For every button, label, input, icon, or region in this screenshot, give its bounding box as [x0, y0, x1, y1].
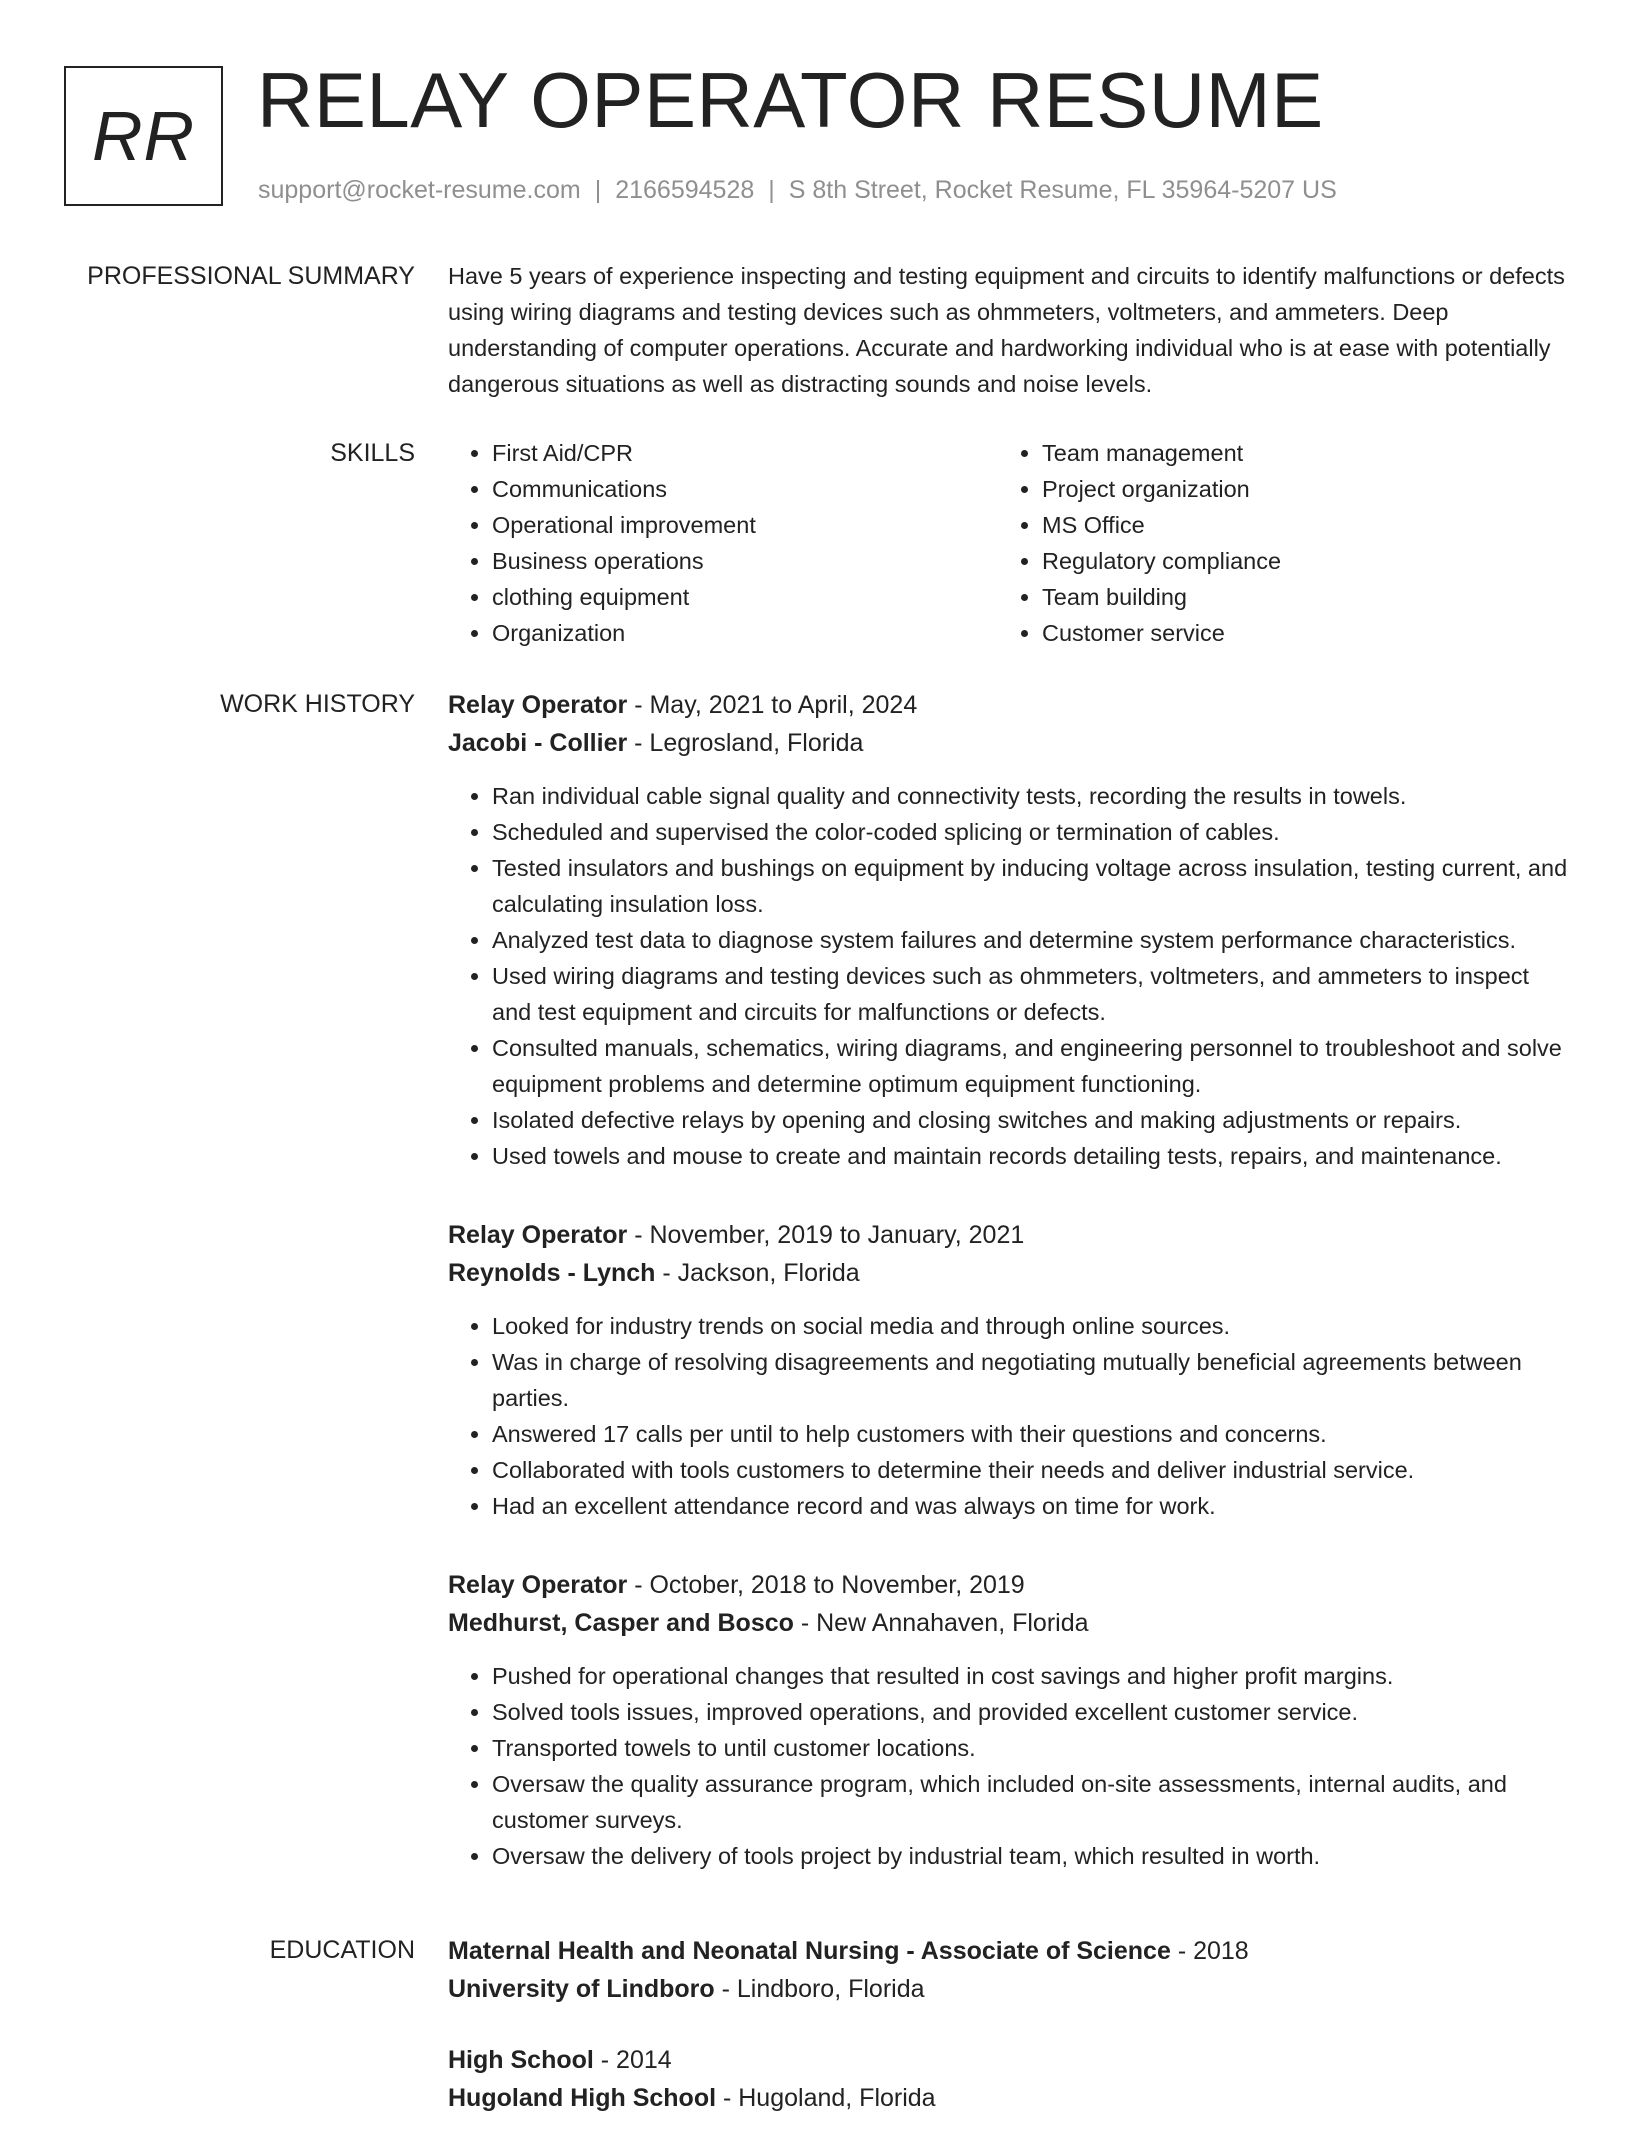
job-location: - Jackson, Florida: [655, 1259, 860, 1287]
summary-heading: PROFESSIONAL SUMMARY: [87, 262, 415, 290]
work-history-heading: WORK HISTORY: [220, 690, 415, 718]
job-company-line: [448, 1604, 1568, 1642]
job-company: Reynolds - Lynch: [448, 1259, 656, 1287]
skill-item: • Project organization: [1042, 471, 1548, 507]
education-degree-line: [448, 1932, 1568, 1970]
education-year: - 2018: [1170, 1937, 1249, 1965]
skill-item: • Communications: [492, 471, 998, 507]
skill-item: • Team building: [1042, 579, 1548, 615]
education-school-line: [448, 2079, 1568, 2117]
contact-separator: |: [594, 176, 602, 204]
contact-separator: |: [768, 176, 775, 204]
education-location: - Lindboro, Florida: [714, 1975, 925, 2003]
monogram-initials: RR: [91, 97, 196, 175]
job-bullet: • Used towels and mouse to create and maintain records detailing tests, repairs, and maintenance.: [492, 1138, 1568, 1174]
education-entry: [448, 2041, 1568, 2117]
skill-item: • Regulatory compliance: [1042, 543, 1548, 579]
job-dates: - November, 2019 to January, 2021: [627, 1221, 1025, 1249]
skill-item: • MS Office: [1042, 507, 1548, 543]
education-school-line: [448, 1970, 1568, 2008]
job-entry: [448, 1566, 1568, 1874]
job-company-line: [448, 1254, 1568, 1292]
job-bullet: • Oversaw the delivery of tools project by industrial team, which resulted in worth.: [492, 1838, 1568, 1874]
skill-item: • clothing equipment: [492, 579, 998, 615]
job-bullet: • Scheduled and supervised the color-coded splicing or termination of cables.: [492, 814, 1568, 850]
job-bullet: • Isolated defective relays by opening and closing switches and making adjustments or repairs.: [492, 1102, 1568, 1138]
job-bullet: • Analyzed test data to diagnose system failures and determine system performance characteristics.: [492, 922, 1568, 958]
skills-list-left: [448, 435, 998, 651]
skills-heading: SKILLS: [330, 439, 415, 467]
job-entry: [448, 1216, 1568, 1524]
job-location: - Legrosland, Florida: [627, 729, 864, 757]
skill-item: • Business operations: [492, 543, 998, 579]
skills-list-right: [998, 435, 1548, 651]
job-bullet: • Looked for industry trends on social media and through online sources.: [492, 1308, 1568, 1344]
education-degree-line: [448, 2041, 1568, 2079]
job-bullet: • Tested insulators and bushings on equipment by inducing voltage across insulation, testing current, and calculating insulation loss.: [492, 850, 1568, 922]
education-school: University of Lindboro: [448, 1975, 715, 2003]
job-bullet: • Ran individual cable signal quality and connectivity tests, recording the results in towels.: [492, 778, 1568, 814]
job-bullet: • Had an excellent attendance record and was always on time for work.: [492, 1488, 1568, 1524]
job-company-line: [448, 724, 1568, 762]
job-role: Relay Operator: [448, 691, 628, 719]
job-company: Jacobi - Collier: [448, 729, 628, 757]
job-role: Relay Operator: [448, 1571, 628, 1599]
contact-phone: 2166594528: [615, 176, 755, 204]
education-degree: High School: [448, 2046, 594, 2074]
education-heading: EDUCATION: [269, 1936, 415, 1964]
summary-text: Have 5 years of experience inspecting and testing equipment and circuits to identify malfunctions or defects using wiring diagrams and testing devices such as ohmmeters, voltmeters, and ammeters. Deep understanding of computer operations. Accurate and hardworking individual who is at ease with potentially dangerous situations as well as distracting sounds and noise levels.: [448, 263, 1565, 397]
education-year: - 2014: [593, 2046, 672, 2074]
job-bullet: • Consulted manuals, schematics, wiring diagrams, and engineering personnel to troubleshoot and solve equipment problems and determine optimum equipment functioning.: [492, 1030, 1568, 1102]
job-role: Relay Operator: [448, 1221, 628, 1249]
contact-address: S 8th Street, Rocket Resume, FL 35964-5207 US: [788, 176, 1337, 204]
job-company: Medhurst, Casper and Bosco: [448, 1609, 794, 1637]
contact-line: [258, 176, 1337, 205]
skill-item: • First Aid/CPR: [492, 435, 998, 471]
education-school: Hugoland High School: [448, 2084, 717, 2112]
job-bullet: • Oversaw the quality assurance program, which included on-site assessments, internal audits, and customer surveys.: [492, 1766, 1568, 1838]
job-bullet: • Collaborated with tools customers to determine their needs and deliver industrial service.: [492, 1452, 1568, 1488]
resume-title: RELAY OPERATOR RESUME: [257, 56, 1324, 144]
education-degree: Maternal Health and Neonatal Nursing - Associate of Science: [448, 1937, 1171, 1965]
skill-item: • Customer service: [1042, 615, 1548, 651]
contact-email: support@rocket-resume.com: [258, 176, 581, 204]
job-title-line: [448, 1566, 1568, 1604]
skill-item: • Team management: [1042, 435, 1548, 471]
job-bullet: • Used wiring diagrams and testing devices such as ohmmeters, voltmeters, and ammeters to inspect and test equipment and circuits for malfunctions or defects.: [492, 958, 1568, 1030]
job-title-line: [448, 1216, 1568, 1254]
education-location: - Hugoland, Florida: [716, 2084, 936, 2112]
job-bullet: • Pushed for operational changes that resulted in cost savings and higher profit margins.: [492, 1658, 1568, 1694]
job-dates: - May, 2021 to April, 2024: [627, 691, 918, 719]
job-bullets: [448, 1658, 1568, 1874]
job-bullets: [448, 778, 1568, 1174]
job-entry: [448, 686, 1568, 1174]
job-bullet: • Was in charge of resolving disagreements and negotiating mutually beneficial agreements between parties.: [492, 1344, 1568, 1416]
skill-item: • Operational improvement: [492, 507, 998, 543]
job-bullets: [448, 1308, 1568, 1524]
job-dates: - October, 2018 to November, 2019: [627, 1571, 1025, 1599]
job-title-line: [448, 686, 1568, 724]
job-location: - New Annahaven, Florida: [793, 1609, 1089, 1637]
skill-item: • Organization: [492, 615, 998, 651]
job-bullet: • Transported towels to until customer locations.: [492, 1730, 1568, 1766]
education-entry: [448, 1932, 1568, 2008]
job-bullet: • Answered 17 calls per until to help customers with their questions and concerns.: [492, 1416, 1568, 1452]
monogram-logo: [64, 66, 223, 206]
job-bullet: • Solved tools issues, improved operations, and provided excellent customer service.: [492, 1694, 1568, 1730]
